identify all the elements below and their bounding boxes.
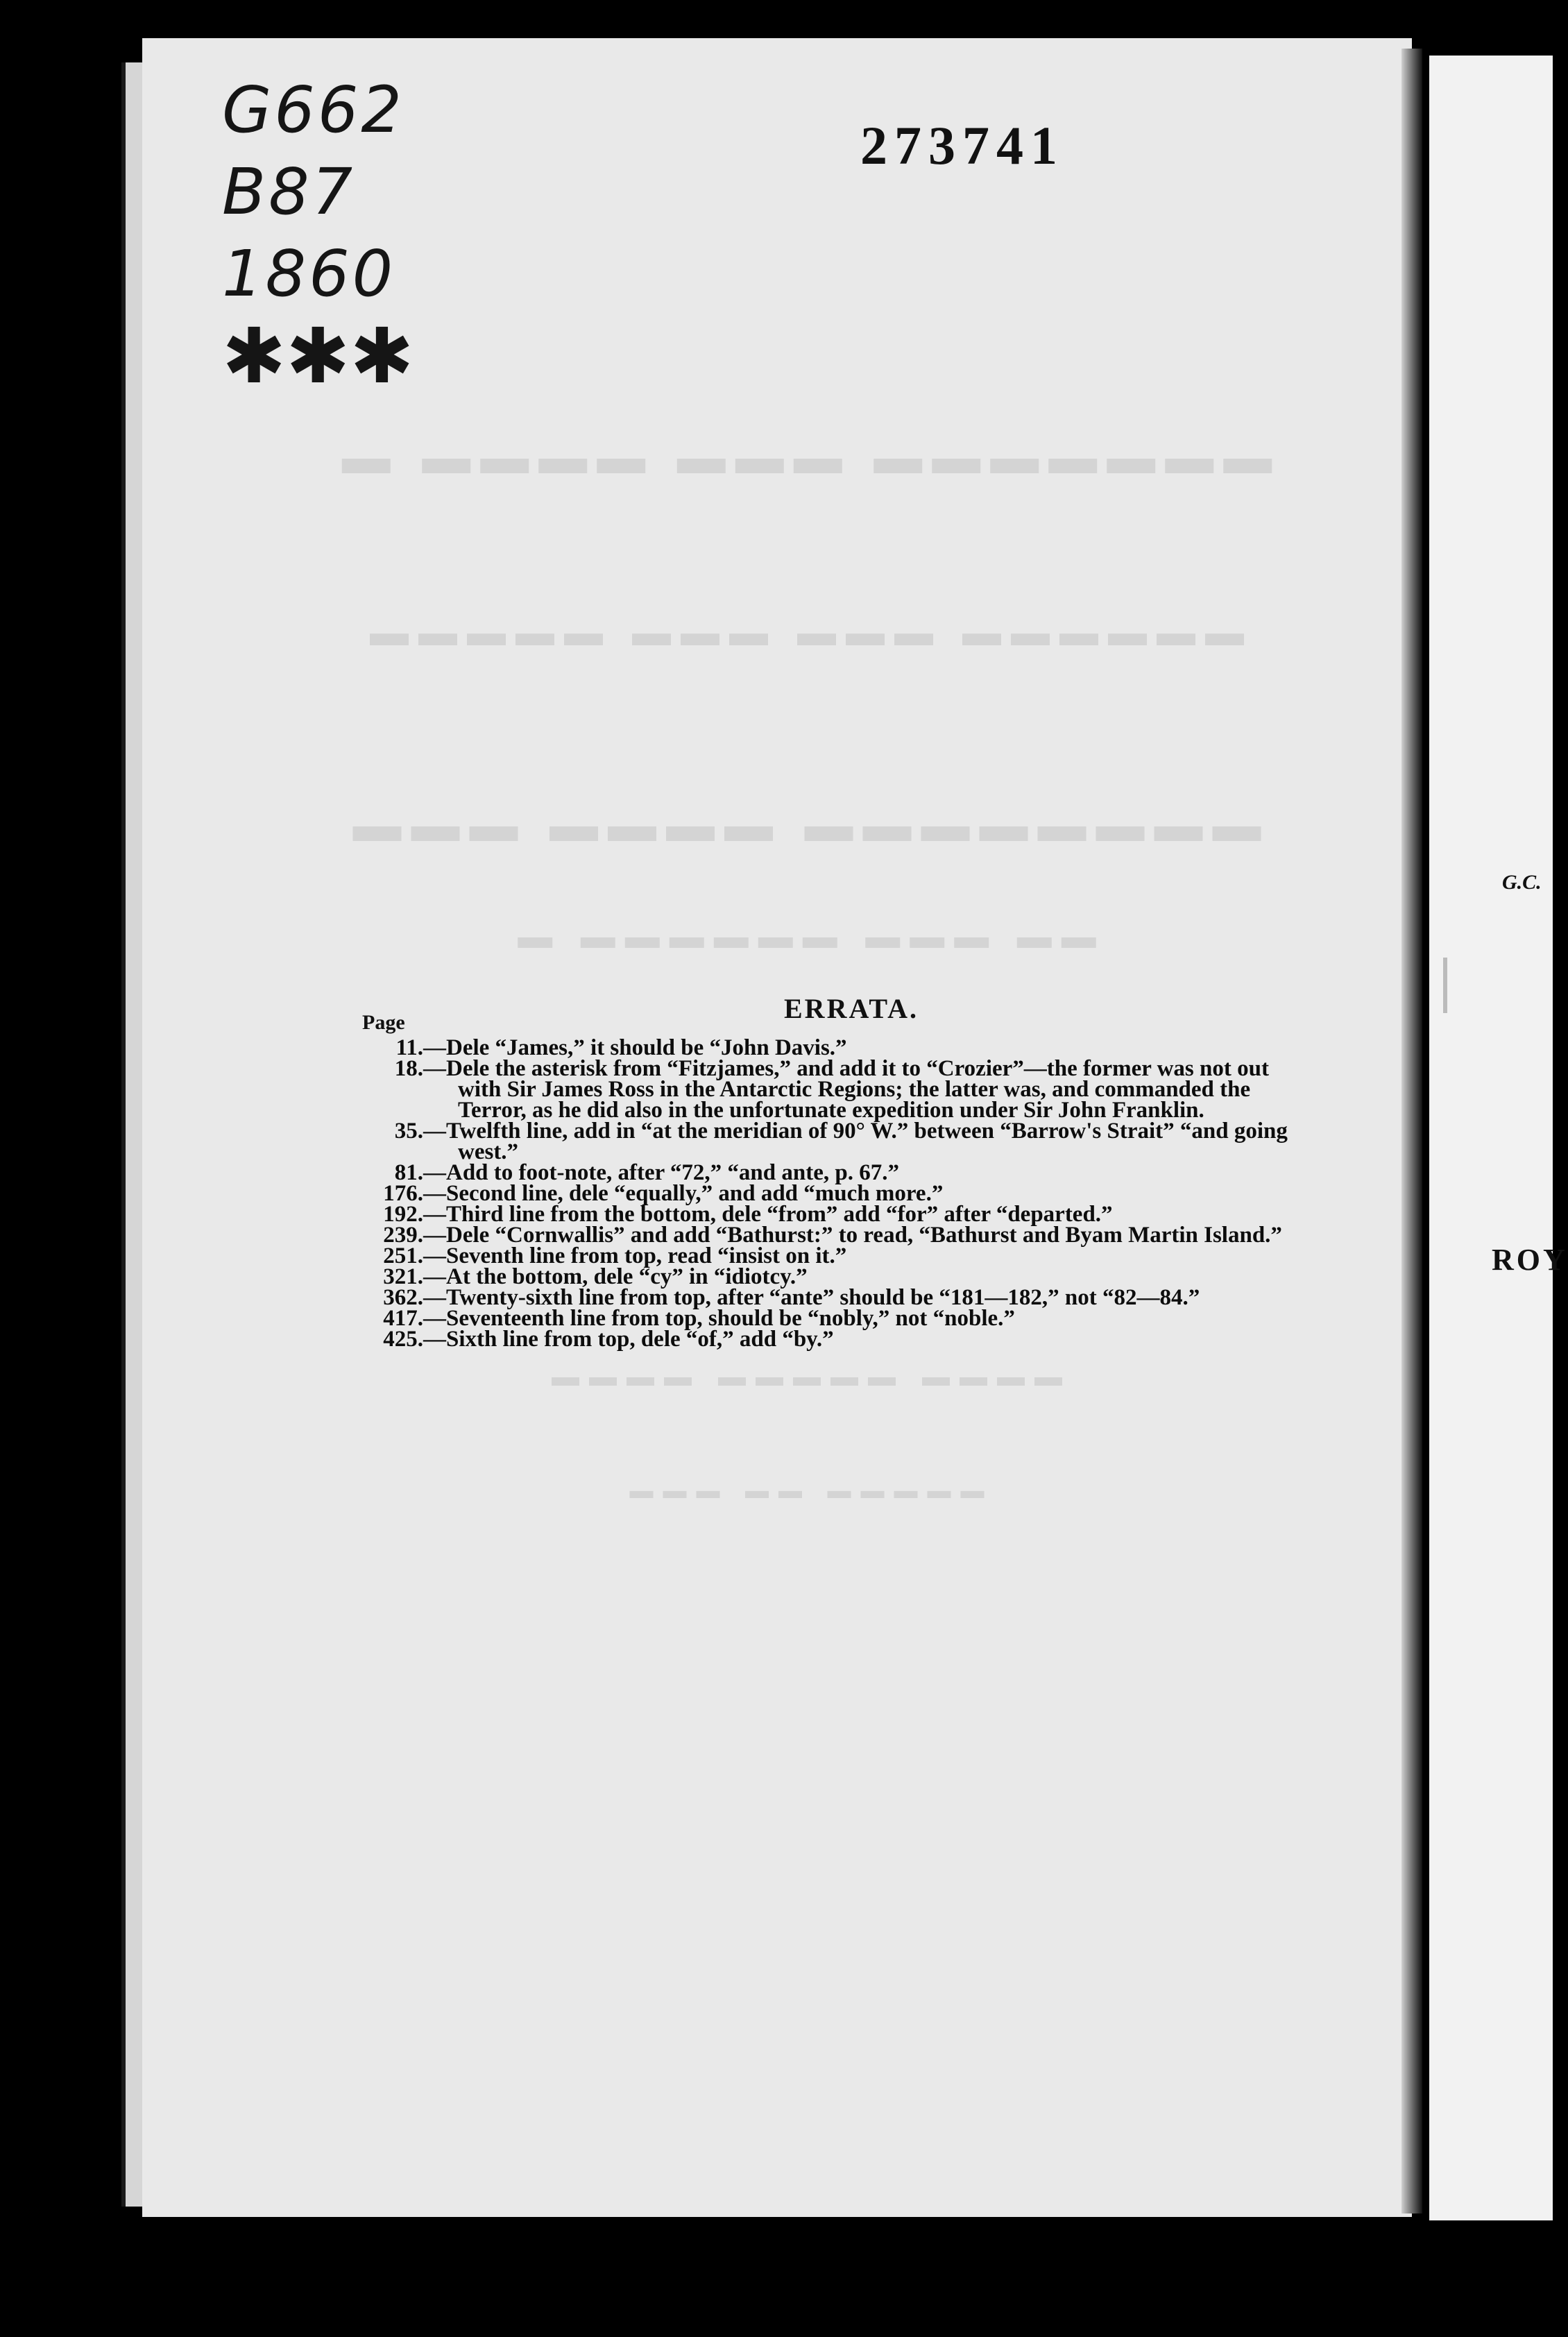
errata-page-number: 81.: [394, 1160, 423, 1185]
errata-text: —At the bottom, dele “cy” in “idiotcy.”: [423, 1264, 808, 1289]
errata-text: —Twelfth line, add in “at the meridian of 90° W.” between “Barrow's Strait” “and going: [423, 1119, 1288, 1144]
errata-text: —Seventeenth line from top, should be “nobly,” not “noble.”: [423, 1306, 1015, 1331]
bleed-through-line: ▬▬▬▬ ▬▬▬▬▬ ▬▬▬▬: [552, 1361, 1072, 1392]
errata-entry: [361, 1266, 1332, 1287]
errata-entry: [361, 1079, 1332, 1100]
errata-entry: [361, 1329, 1332, 1350]
call-number-line: G662: [222, 73, 404, 147]
errata-page-number: 11.: [395, 1035, 423, 1060]
leaf-right-edge: [1401, 49, 1422, 2213]
errata-entry: [361, 1243, 1332, 1268]
errata-entry: [361, 1308, 1332, 1329]
bleed-through-line: ▬ ▬▬▬▬▬▬ ▬▬▬ ▬▬: [518, 917, 1106, 955]
accession-number: 273741: [860, 115, 1064, 176]
errata-text: west.”: [458, 1139, 519, 1164]
errata-text: Terror, as he did also in the unfortunate expedition under Sir John Franklin.: [458, 1098, 1204, 1123]
adjacent-title-page: [1429, 56, 1553, 2227]
errata-page-number: 251.: [383, 1243, 423, 1268]
errata-text: —Dele “Cornwallis” and add “Bathurst:” to read, “Bathurst and Byam Martin Island.”: [423, 1223, 1282, 1248]
call-number-line: B87: [222, 155, 356, 229]
adjacent-page-mark: [1443, 958, 1447, 1013]
errata-text: —Twenty-sixth line from top, after “ante” should be “181—182,” not “82—84.”: [423, 1285, 1200, 1310]
errata-text: with Sir James Ross in the Antarctic Regions; the latter was, and commanded the: [458, 1077, 1251, 1102]
errata-entry: [361, 1119, 1332, 1144]
errata-entry: [361, 1204, 1332, 1225]
errata-text: —Second line, dele “equally,” and add “much more.”: [423, 1181, 944, 1206]
errata-text: —Seventh line from top, read “insist on it.”: [423, 1243, 847, 1268]
errata-entry: [361, 1225, 1332, 1246]
errata-page-number: 362.: [383, 1285, 423, 1310]
right-page-fragment: ROY: [1492, 1243, 1568, 1277]
errata-entry: [361, 1058, 1332, 1079]
bleed-through-line: ▬▬▬ ▬▬ ▬▬▬▬▬: [629, 1478, 994, 1504]
errata-text: —Dele the asterisk from “Fitzjames,” and add it to “Crozier”—the former was not out: [423, 1056, 1269, 1081]
errata-text: —Sixth line from top, dele “of,” add “by.”: [423, 1327, 834, 1352]
errata-text: —Add to foot-note, after “72,” “and ante, p. 67.”: [423, 1160, 899, 1185]
errata-entry: [361, 1183, 1332, 1204]
errata-page-number: 18.: [394, 1056, 423, 1081]
errata-page-number: 417.: [383, 1306, 423, 1331]
errata-page-number: 176.: [383, 1181, 423, 1206]
call-number-stars: ✱✱✱: [222, 312, 414, 400]
errata-entry: [361, 1100, 1332, 1121]
errata-list: [361, 1037, 1332, 1350]
errata-page-number: 192.: [383, 1202, 423, 1227]
errata-page-number: 321.: [383, 1264, 423, 1289]
errata-page-number: 425.: [383, 1327, 423, 1352]
page-column-label: Page: [362, 1011, 405, 1034]
errata-entry: [361, 1162, 1332, 1183]
errata-page-number: 239.: [383, 1223, 423, 1248]
errata-entry: [361, 1141, 1332, 1162]
call-number-line: 1860: [222, 237, 396, 311]
scan-border: [0, 2220, 1553, 2337]
errata-entry: [361, 1287, 1332, 1308]
errata-title: ERRATA.: [784, 993, 919, 1024]
handwritten-call-number: [222, 69, 414, 400]
bleed-through-line: ▬▬▬▬▬ ▬▬▬ ▬▬▬ ▬▬▬▬▬▬: [370, 611, 1254, 654]
bleed-through-line: ▬▬▬ ▬▬▬▬ ▬▬▬▬▬▬▬▬: [352, 799, 1271, 852]
errata-text: —Third line from the bottom, dele “from” add “for” after “departed.”: [423, 1202, 1113, 1227]
errata-entry: [361, 1037, 1332, 1058]
errata-page-number: 35.: [394, 1119, 423, 1144]
bleed-through-line: ▬ ▬▬▬▬ ▬▬▬ ▬▬▬▬▬▬▬: [341, 431, 1282, 484]
errata-text: —Dele “James,” it should be “John Davis.”: [423, 1035, 847, 1060]
right-page-fragment: G.C.: [1502, 871, 1542, 894]
